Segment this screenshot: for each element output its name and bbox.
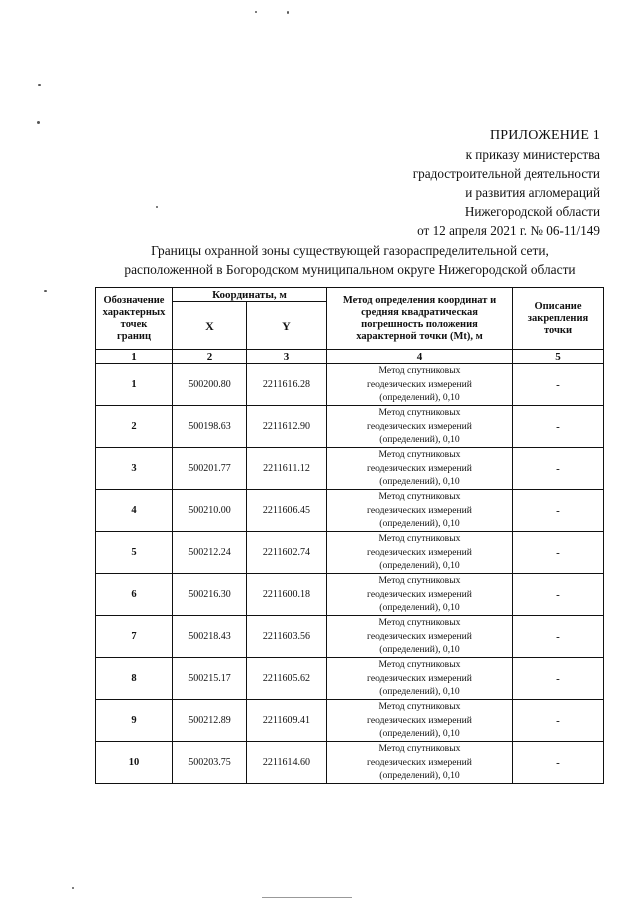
header-point-line: границ [116,330,151,342]
point-number-cell: 3 [96,448,173,490]
method-cell [327,364,513,406]
method-line: Метод спутниковых [378,449,461,461]
method-cell [327,448,513,490]
coord-x-cell: 500210.00 [173,490,247,532]
fixing-description-cell: - [513,448,604,490]
point-number-cell: 9 [96,700,173,742]
method-line: Метод спутниковых [378,407,461,419]
method-cell [327,406,513,448]
method-line: (определений), 0,10 [379,392,460,404]
method-line: Метод спутниковых [378,533,461,545]
header-desc [513,288,604,350]
document-title-line: расположенной в Богородском муниципальном округе Нижегородской области [124,262,576,277]
scan-speck [38,84,41,86]
table-row [96,616,604,658]
method-line: (определений), 0,10 [379,434,460,446]
method-line: (определений), 0,10 [379,602,460,614]
header-desc-line: точки [543,324,573,336]
column-number: 3 [247,350,327,364]
header-y: Y [247,302,327,350]
point-number-cell: 1 [96,364,173,406]
coord-y-cell: 2211611.12 [247,448,327,490]
fixing-description-cell: - [513,574,604,616]
coord-x-cell: 500201.77 [173,448,247,490]
fixing-description-cell: - [513,658,604,700]
method-line: геодезических измерений [367,420,472,432]
appendix-line: Нижегородской области [464,204,600,219]
document-title-line: Границы охранной зоны существующей газораспределительной сети, [151,243,549,258]
method-line: геодезических измерений [367,588,472,600]
document-title [60,241,640,279]
method-cell [327,658,513,700]
coord-x-cell: 500218.43 [173,616,247,658]
coord-y-cell: 2211600.18 [247,574,327,616]
coord-y-cell: 2211602.74 [247,532,327,574]
method-line: геодезических измерений [367,672,472,684]
table-row [96,700,604,742]
coord-y-cell: 2211603.56 [247,616,327,658]
method-cell [327,742,513,784]
coord-y-cell: 2211612.90 [247,406,327,448]
header-point-line: Обозначение [103,294,165,306]
appendix-title: ПРИЛОЖЕНИЕ 1 [489,128,600,143]
header-desc-line: Описание [534,300,582,312]
appendix-line: к приказу министерства [465,147,600,162]
header-point-line: точек [120,318,148,330]
point-number-cell: 6 [96,574,173,616]
scan-speck [287,11,289,14]
fixing-description-cell: - [513,490,604,532]
method-line: Метод спутниковых [378,659,461,671]
coord-y-cell: 2211616.28 [247,364,327,406]
table-body [96,350,604,784]
coord-y-cell: 2211614.60 [247,742,327,784]
table-row [96,490,604,532]
method-line: Метод спутниковых [378,701,461,713]
method-line: Метод спутниковых [378,575,461,587]
method-cell [327,700,513,742]
column-number-row [96,350,604,364]
method-line: геодезических измерений [367,504,472,516]
method-line: геодезических измерений [367,546,472,558]
method-cell [327,574,513,616]
header-method-line: средняя квадратическая [361,306,478,318]
appendix-line: градостроительной деятельности [412,166,600,181]
method-cell [327,532,513,574]
appendix-header [413,126,600,240]
header-method-line: Метод определения координат и [342,294,497,306]
header-method [327,288,513,350]
coord-x-cell: 500215.17 [173,658,247,700]
header-method-line: характерной точки (Mt), м [356,330,483,342]
method-cell [327,490,513,532]
table-row [96,364,604,406]
column-number: 1 [96,350,173,364]
scan-speck [262,897,352,898]
method-line: (определений), 0,10 [379,644,460,656]
method-line: (определений), 0,10 [379,560,460,572]
method-line: (определений), 0,10 [379,518,460,530]
method-line: геодезических измерений [367,630,472,642]
method-line: геодезических измерений [367,462,472,474]
fixing-description-cell: - [513,406,604,448]
table-row [96,532,604,574]
table-row [96,406,604,448]
fixing-description-cell: - [513,364,604,406]
method-line: Метод спутниковых [378,743,461,755]
table-row [96,574,604,616]
method-line: Метод спутниковых [378,617,461,629]
method-line: (определений), 0,10 [379,686,460,698]
point-number-cell: 4 [96,490,173,532]
header-point-line: характерных [102,306,166,318]
method-line: геодезических измерений [367,756,472,768]
method-line: Метод спутниковых [378,365,461,377]
appendix-line: и развития агломераций [465,185,600,200]
coord-x-cell: 500212.89 [173,700,247,742]
column-number: 2 [173,350,247,364]
appendix-line: от 12 апреля 2021 г. № 06-11/149 [417,223,600,238]
method-line: геодезических измерений [367,378,472,390]
header-x: X [173,302,247,350]
method-line: геодезических измерений [367,714,472,726]
fixing-description-cell: - [513,700,604,742]
header-point [96,288,173,350]
method-line: (определений), 0,10 [379,770,460,782]
method-line: Метод спутниковых [378,491,461,503]
coord-x-cell: 500212.24 [173,532,247,574]
coordinates-table [95,287,604,784]
method-line: (определений), 0,10 [379,476,460,488]
table-row [96,742,604,784]
table-row [96,448,604,490]
header-method-line: погрешность положения [361,318,478,330]
point-number-cell: 7 [96,616,173,658]
coord-y-cell: 2211606.45 [247,490,327,532]
method-line: (определений), 0,10 [379,728,460,740]
fixing-description-cell: - [513,742,604,784]
coord-x-cell: 500216.30 [173,574,247,616]
fixing-description-cell: - [513,532,604,574]
table-row [96,658,604,700]
coord-y-cell: 2211605.62 [247,658,327,700]
column-number: 5 [513,350,604,364]
scan-speck [44,290,47,292]
method-cell [327,616,513,658]
scan-speck [72,887,74,889]
scan-speck [37,121,40,124]
coord-x-cell: 500203.75 [173,742,247,784]
point-number-cell: 5 [96,532,173,574]
point-number-cell: 8 [96,658,173,700]
coord-x-cell: 500200.80 [173,364,247,406]
point-number-cell: 10 [96,742,173,784]
scan-speck [255,11,257,13]
header-coords: Координаты, м [173,288,327,302]
coord-y-cell: 2211609.41 [247,700,327,742]
column-number: 4 [327,350,513,364]
point-number-cell: 2 [96,406,173,448]
scan-speck [156,206,158,208]
header-desc-line: закрепления [527,312,589,324]
fixing-description-cell: - [513,616,604,658]
coord-x-cell: 500198.63 [173,406,247,448]
